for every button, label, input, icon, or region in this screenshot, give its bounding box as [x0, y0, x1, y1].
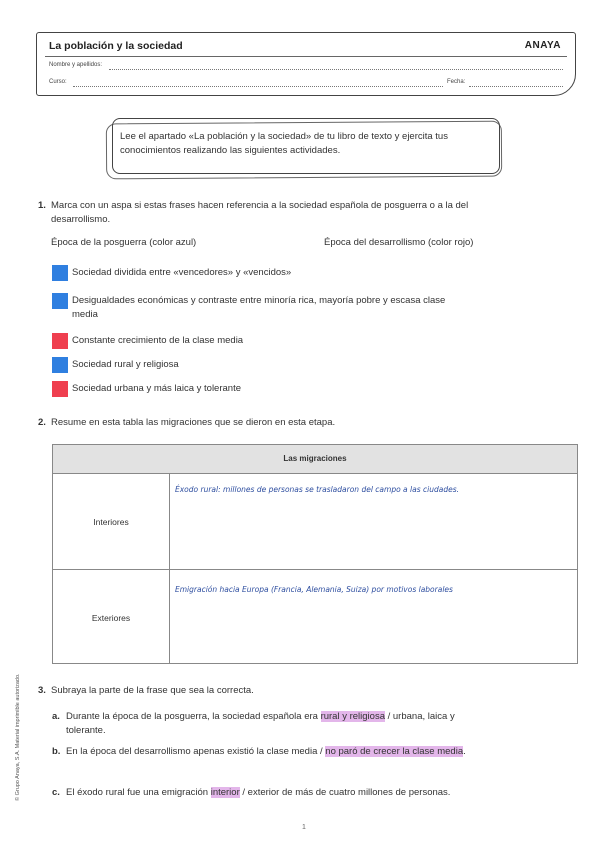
row-label-interiores: Interiores	[93, 517, 129, 527]
q1-item-marker[interactable]	[52, 293, 68, 309]
course-field[interactable]	[73, 86, 443, 87]
q1-legend-left: Época de la posguerra (color azul)	[51, 237, 197, 248]
q3c-highlight[interactable]: interior	[210, 787, 240, 798]
handwritten-answer-interiores[interactable]: Éxodo rural: millones de personas se trasladaron del campo a las ciudades.	[175, 485, 459, 494]
q3b-letter: b.	[52, 746, 61, 757]
migrations-table	[52, 444, 578, 664]
q1-number: 1.	[38, 200, 46, 211]
q3-number: 3.	[38, 685, 46, 696]
q1-legend-right: Época del desarrollismo (color rojo)	[324, 237, 474, 248]
q3a-sentence	[66, 710, 466, 738]
q3a-letter: a.	[52, 711, 60, 722]
date-field[interactable]	[469, 86, 563, 87]
table-header: Las migraciones	[53, 445, 577, 474]
q1-item-marker[interactable]	[52, 333, 68, 349]
q1-item-text: Sociedad urbana y más laica y tolerante	[72, 383, 241, 394]
q3c-sentence	[66, 786, 466, 800]
q3b-text-post: .	[463, 746, 466, 757]
q1-item-marker[interactable]	[52, 357, 68, 373]
page-number: 1	[302, 824, 306, 831]
q1-item-text: Desigualdades económicas y contraste entre minoría rica, mayoría pobre y escasa clase media	[72, 295, 446, 320]
table-row-divider	[53, 569, 577, 570]
q1-item-marker[interactable]	[52, 381, 68, 397]
copyright-note: © Grupo Anaya, S.A. Material imprimible autorizado.	[15, 673, 21, 801]
q3c-text-post: / exterior de más de cuatro millones de personas.	[239, 787, 451, 798]
q3b-text-pre: En la época del desarrollismo apenas existió la clase media /	[66, 746, 326, 757]
course-label: Curso:	[49, 79, 67, 85]
q1-item-text: Constante crecimiento de la clase media	[72, 335, 244, 346]
q2-text: Resume en esta tabla las migraciones que se dieron en esta etapa.	[51, 417, 336, 428]
q3c-text-pre: El éxodo rural fue una emigración	[66, 787, 211, 798]
table-column-divider	[169, 473, 170, 663]
q3a-highlight[interactable]: rural y religiosa	[320, 711, 385, 722]
q1-item-text: Sociedad dividida entre «vencedores» y «vencidos»	[72, 267, 292, 278]
q1-item-marker[interactable]	[52, 265, 68, 281]
intro-text: Lee el apartado «La población y la sociedad» de tu libro de texto y ejercita tus conocimientos realizando las siguientes actividades.	[120, 131, 448, 156]
q3b-sentence	[66, 745, 466, 759]
anaya-logo: ANAYA	[524, 40, 561, 51]
q3b-highlight[interactable]: no paró de crecer la clase media	[325, 746, 464, 757]
handwritten-answer-exteriores[interactable]: Emigración hacia Europa (Francia, Alemania, Suiza) por motivos laborales	[175, 585, 453, 594]
q3a-text-pre: Durante la época de la posguerra, la sociedad española era	[66, 711, 321, 722]
q3-text: Subraya la parte de la frase que sea la correcta.	[51, 685, 254, 696]
q3a-text-post: / urbana, laica y tolerante.	[66, 711, 455, 736]
q2-number: 2.	[38, 417, 46, 428]
name-field[interactable]	[109, 69, 563, 70]
q1-text: Marca con un aspa si estas frases hacen referencia a la sociedad española de posguerra o a la del desarrollismo.	[51, 200, 469, 225]
q3c-letter: c.	[52, 787, 60, 798]
q1-item-text: Sociedad rural y religiosa	[72, 359, 179, 370]
worksheet-title: La población y la sociedad	[49, 40, 183, 52]
name-label: Nombre y apellidos:	[49, 62, 103, 68]
row-label-exteriores: Exteriores	[91, 613, 131, 623]
date-label: Fecha:	[447, 79, 466, 85]
worksheet-header	[36, 32, 576, 96]
header-divider	[45, 56, 567, 57]
